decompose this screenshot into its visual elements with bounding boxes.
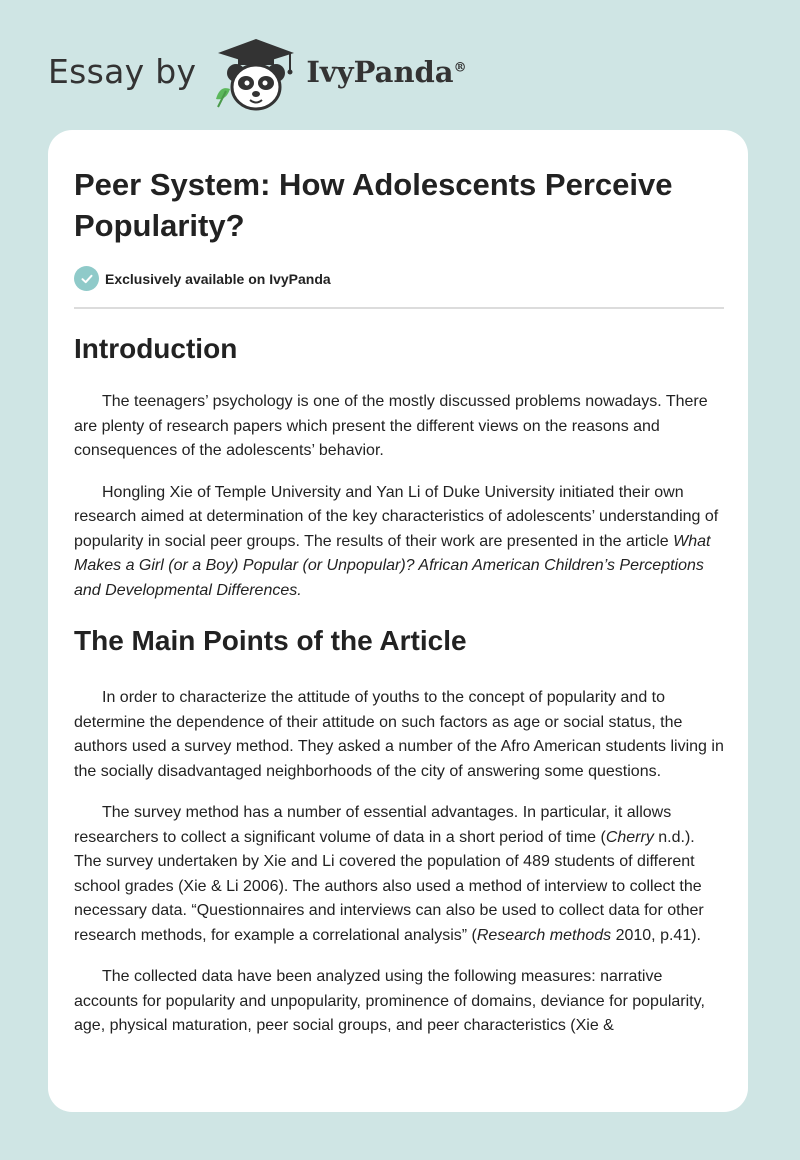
paragraph-text: The survey method has a number of essential advantages. In particular, it allows researchers to collect a significant volume of data in a short period of time ( bbox=[74, 804, 672, 846]
paragraph: The teenagers’ psychology is one of the mostly discussed problems nowadays. There are plenty of research papers which present the different views on the reasons and consequences of the adolescents’ behavior. bbox=[74, 393, 708, 459]
paragraph-text: Hongling Xie of Temple University and Yan Li of Duke University initiated their own research aimed at determination of the key characteristics of adolescents’ understanding of popularity in social peer groups. The results of their work are presented in the article bbox=[74, 483, 719, 550]
citation-source: Research methods bbox=[476, 926, 612, 944]
paragraph bbox=[74, 801, 724, 948]
article-card bbox=[48, 130, 748, 1112]
paragraph bbox=[74, 481, 724, 604]
check-icon bbox=[74, 266, 99, 291]
brand-name bbox=[306, 55, 466, 89]
paragraph: The collected data have been analyzed using the following measures: narrative accounts for popularity and unpopularity, prominence of domains, deviance for popularity, age, physical maturation, peer social groups, and peer characteristics (Xie & bbox=[74, 968, 705, 1034]
registered-mark: ® bbox=[453, 60, 467, 76]
title-divider bbox=[74, 307, 724, 309]
brand-name-text: IvyPanda bbox=[306, 55, 454, 89]
article-content bbox=[74, 164, 724, 1039]
exclusive-badge bbox=[74, 266, 724, 291]
paragraph-text: n.d.). The survey undertaken by Xie and Li covered the population of 489 students of different school grades (Xie & Li 2006). The authors also used a method of interview to collect the necessary data. “Questionnaires and interviews can also be used to collect data for other research methods, for example a correlational analysis” ( bbox=[74, 828, 704, 944]
article-title: Peer System: How Adolescents Perceive Popularity? bbox=[74, 167, 673, 243]
section-heading-introduction: Introduction bbox=[74, 333, 238, 364]
site-header-logo[interactable] bbox=[48, 34, 467, 114]
section-heading-main-points: The Main Points of the Article bbox=[74, 625, 467, 656]
citation-source: Cherry bbox=[605, 828, 654, 846]
exclusive-badge-text: Exclusively available on IvyPanda bbox=[105, 270, 331, 287]
panda-graduate-icon bbox=[210, 35, 302, 113]
article-reference-title: What Makes a Girl (or a Boy) Popular (or Unpopular)? African American Children’s Perceptions and Developmental Differences. bbox=[74, 532, 711, 599]
paragraph: In order to characterize the attitude of youths to the concept of popularity and to determine the dependence of their attitude on such factors as age or social status, the authors used a survey method. They asked a number of the Afro American students living in the socially disadvantaged neighborhoods of the city of answering some questions. bbox=[74, 689, 724, 780]
essay-by-label: Essay by bbox=[48, 51, 197, 91]
paragraph-text: 2010, p.41). bbox=[611, 926, 701, 944]
